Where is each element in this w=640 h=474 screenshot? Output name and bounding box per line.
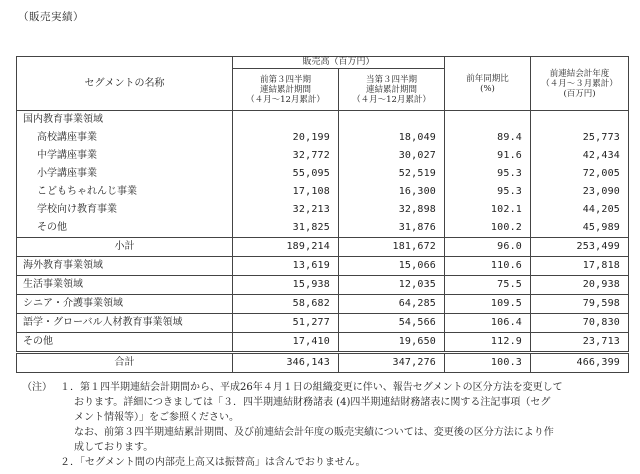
- header-curr-period: [339, 69, 445, 111]
- table-row: [17, 129, 629, 147]
- row-yoy-value: 106.4: [445, 314, 531, 333]
- row-fy-value: 25,773: [531, 129, 629, 147]
- row-curr-value: 52,519: [339, 165, 445, 183]
- notes-section: [22, 380, 634, 470]
- row-fy-value: 72,005: [531, 165, 629, 183]
- row-fy-value: 17,818: [531, 257, 629, 276]
- row-prev-value: 32,772: [233, 147, 339, 165]
- header-yoy: [445, 57, 531, 111]
- row-fy-value: 44,205: [531, 201, 629, 219]
- table-row: [17, 183, 629, 201]
- row-segment-name: その他: [17, 333, 233, 353]
- note-1-line-5: 成しております。: [74, 442, 154, 453]
- note-1-line-4: なお、前第３四半期連結累計期間、及び前連結会計年度の販売実績については、変更後の区分方法により作: [74, 427, 554, 438]
- row-segment-name: 海外教育事業領域: [17, 257, 233, 276]
- subtotal-row: [17, 238, 629, 257]
- row-yoy-value: 109.5: [445, 295, 531, 314]
- row-curr-value: 31,876: [339, 219, 445, 238]
- row-segment-name: 小学講座事業: [17, 165, 233, 183]
- row-fy-value: 20,938: [531, 276, 629, 295]
- header-prev-period: [233, 69, 339, 111]
- subtotal-yoy-value: 96.0: [445, 238, 531, 257]
- total-fy-value: 466,399: [531, 353, 629, 373]
- row-prev-value: 13,619: [233, 257, 339, 276]
- notes-tag: （注）: [22, 382, 52, 393]
- row-segment-name: こどもちゃれんじ事業: [17, 183, 233, 201]
- table-row: [17, 147, 629, 165]
- table-row: [17, 219, 629, 238]
- row-fy-value: 23,713: [531, 333, 629, 353]
- total-yoy-value: 100.3: [445, 353, 531, 373]
- row-segment-name: 中学講座事業: [17, 147, 233, 165]
- row-curr-value: 64,285: [339, 295, 445, 314]
- row-segment-name: 語学・グローバル人材教育事業領域: [17, 314, 233, 333]
- section-heading: （販売実績）: [18, 11, 84, 23]
- row-yoy-value: 102.1: [445, 201, 531, 219]
- row-segment-name: 高校講座事業: [17, 129, 233, 147]
- row-segment-name: 学校向け教育事業: [17, 201, 233, 219]
- row-prev-value: 31,825: [233, 219, 339, 238]
- row-fy-value: 45,989: [531, 219, 629, 238]
- row-curr-value: 19,650: [339, 333, 445, 353]
- row-curr-value: 54,566: [339, 314, 445, 333]
- header-yoy-line1: 前年同期比: [466, 73, 509, 84]
- table-row: [17, 257, 629, 276]
- row-curr-value: 12,035: [339, 276, 445, 295]
- table-row: [17, 276, 629, 295]
- row-yoy-value: 91.6: [445, 147, 531, 165]
- total-label: 合計: [17, 353, 233, 373]
- row-fy-value: 79,598: [531, 295, 629, 314]
- table-row: [17, 165, 629, 183]
- row-prev-value: 32,213: [233, 201, 339, 219]
- table-row: [17, 333, 629, 353]
- header-prev-fiscal-year: [531, 57, 629, 111]
- row-curr-value: 15,066: [339, 257, 445, 276]
- note-1-line-1: １．第１四半期連結会計期間から、平成26年４月１日の組織変更に伴い、報告セグメントの区分方法を変更して: [60, 382, 563, 393]
- header-sales-group: 販売高（百万円）: [233, 57, 445, 69]
- header-prev-line3: （４月～12月累計）: [246, 94, 325, 105]
- subtotal-prev-value: 189,214: [233, 238, 339, 257]
- domestic-group-row: [17, 111, 629, 130]
- subtotal-curr-value: 181,672: [339, 238, 445, 257]
- subtotal-fy-value: 253,499: [531, 238, 629, 257]
- table-row: [17, 295, 629, 314]
- note-1-line-2: おります。詳細につきましては「３．四半期連結財務諸表 (4)四半期連結財務諸表に関する注記事項（セグ: [74, 397, 551, 408]
- row-prev-value: 58,682: [233, 295, 339, 314]
- header-prev-line1: 前第３四半期: [259, 74, 311, 85]
- row-curr-value: 16,300: [339, 183, 445, 201]
- header-curr-line1: 当第３四半期: [366, 74, 418, 85]
- header-yoy-line2: (%): [480, 83, 495, 94]
- header-prev-fy-line3: (百万円): [563, 88, 596, 99]
- subtotal-label: 小計: [17, 238, 233, 257]
- row-fy-value: 42,434: [531, 147, 629, 165]
- row-fy-value: 23,090: [531, 183, 629, 201]
- row-segment-name: その他: [17, 219, 233, 238]
- row-prev-value: 17,108: [233, 183, 339, 201]
- table-row: [17, 314, 629, 333]
- header-prev-line2: 連結累計期間: [259, 84, 311, 95]
- row-segment-name: 生活事業領域: [17, 276, 233, 295]
- row-segment-name: シニア・介護事業領域: [17, 295, 233, 314]
- header-prev-fy-line1: 前連結会計年度: [549, 68, 610, 79]
- row-curr-value: 32,898: [339, 201, 445, 219]
- row-yoy-value: 95.3: [445, 183, 531, 201]
- header-curr-line3: （４月～12月累計）: [352, 94, 431, 105]
- row-prev-value: 15,938: [233, 276, 339, 295]
- row-prev-value: 51,277: [233, 314, 339, 333]
- row-yoy-value: 112.9: [445, 333, 531, 353]
- total-prev-value: 346,143: [233, 353, 339, 373]
- row-yoy-value: 100.2: [445, 219, 531, 238]
- row-prev-value: 55,095: [233, 165, 339, 183]
- note-1-line-3: メント情報等）」をご参照ください。: [74, 412, 239, 423]
- row-fy-value: 70,830: [531, 314, 629, 333]
- total-curr-value: 347,276: [339, 353, 445, 373]
- sales-results-table: [16, 56, 629, 373]
- row-curr-value: 18,049: [339, 129, 445, 147]
- note-2: ２．「セグメント間の内部売上高又は振替高」は含んでおりません。: [60, 457, 366, 468]
- table-row: [17, 201, 629, 219]
- total-row: [17, 353, 629, 373]
- row-prev-value: 17,410: [233, 333, 339, 353]
- header-segment-name: セグメントの名称: [17, 57, 233, 111]
- header-prev-fy-line2: （４月～３月累計）: [541, 78, 618, 89]
- domestic-group-label: 国内教育事業領域: [17, 111, 233, 130]
- row-prev-value: 20,199: [233, 129, 339, 147]
- row-yoy-value: 110.6: [445, 257, 531, 276]
- header-curr-line2: 連結累計期間: [366, 84, 418, 95]
- row-yoy-value: 75.5: [445, 276, 531, 295]
- row-yoy-value: 95.3: [445, 165, 531, 183]
- row-curr-value: 30,027: [339, 147, 445, 165]
- row-yoy-value: 89.4: [445, 129, 531, 147]
